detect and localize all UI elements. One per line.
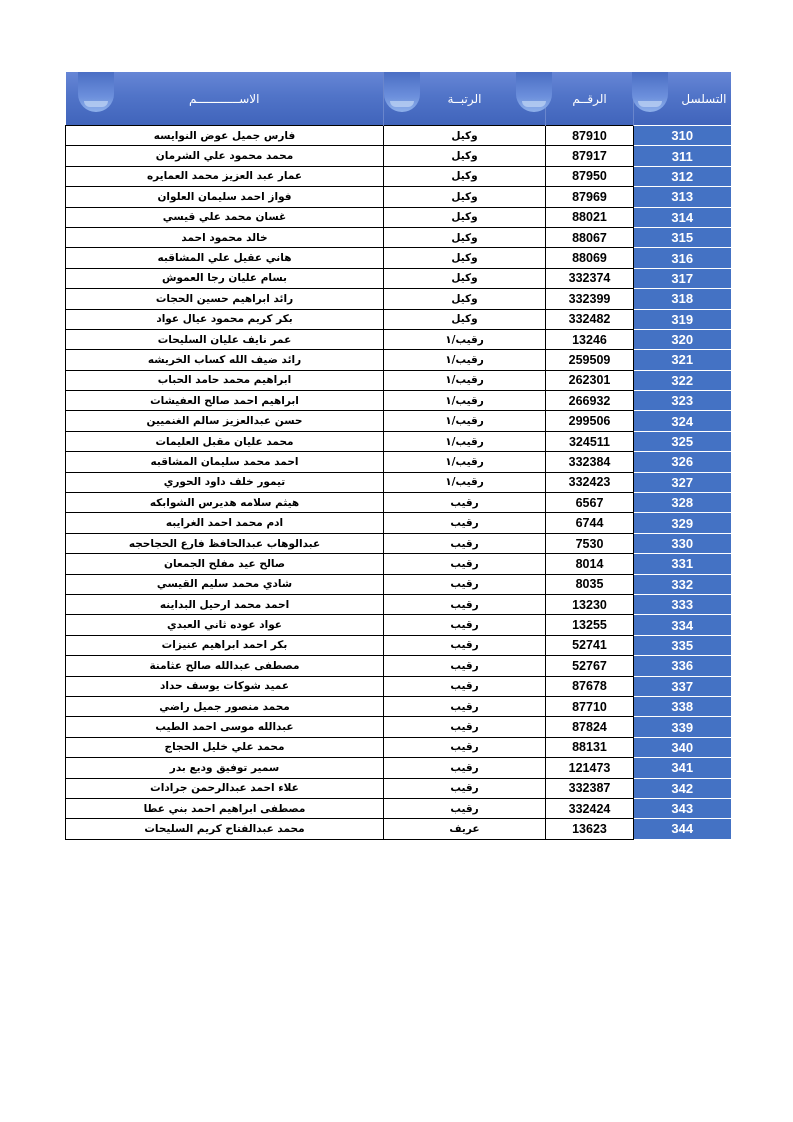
table-row	[66, 227, 731, 247]
serial-cell: 326	[634, 452, 731, 472]
service-number-cell: 332384	[546, 452, 634, 472]
serial-cell: 316	[634, 248, 731, 268]
rank-cell: وكيل	[384, 248, 546, 268]
serial-cell: 311	[634, 146, 731, 166]
rank-cell: وكيل	[384, 227, 546, 247]
table-row	[66, 289, 731, 309]
table-row	[66, 146, 731, 166]
person-name-cell: عمر نايف عليان السليحات	[66, 329, 384, 349]
table-row	[66, 554, 731, 574]
service-number-cell: 13255	[546, 615, 634, 635]
header-name-label: الاســــــــــــم	[189, 91, 260, 106]
table-row	[66, 656, 731, 676]
service-number-cell: 6744	[546, 513, 634, 533]
rank-cell: وكيل	[384, 166, 546, 186]
table-row	[66, 370, 731, 390]
serial-cell: 315	[634, 227, 731, 247]
table-row	[66, 819, 731, 839]
person-name-cell: محمد علي خليل الحجاج	[66, 737, 384, 757]
column-header-serial	[634, 72, 731, 126]
table-row	[66, 737, 731, 757]
header-rank-label: الرتبــة	[447, 91, 482, 106]
service-number-cell: 262301	[546, 370, 634, 390]
service-number-cell: 332374	[546, 268, 634, 288]
person-name-cell: عواد عوده ثاني العبدي	[66, 615, 384, 635]
serial-cell: 332	[634, 574, 731, 594]
service-number-cell: 87824	[546, 717, 634, 737]
service-number-cell: 13246	[546, 329, 634, 349]
person-name-cell: رائد ابراهيم حسين الحجات	[66, 289, 384, 309]
table-row	[66, 758, 731, 778]
person-name-cell: صالح عيد مفلح الجمعان	[66, 554, 384, 574]
table-row	[66, 207, 731, 227]
serial-cell: 312	[634, 166, 731, 186]
rank-cell: رقيب	[384, 798, 546, 818]
rank-cell: رقيب	[384, 758, 546, 778]
serial-cell: 334	[634, 615, 731, 635]
serial-cell: 318	[634, 289, 731, 309]
rank-cell: رقيب	[384, 615, 546, 635]
serial-cell: 343	[634, 798, 731, 818]
person-name-cell: محمد عليان مقبل العليمات	[66, 431, 384, 451]
service-number-cell: 299506	[546, 411, 634, 431]
person-name-cell: محمد عبدالفتاح كريم السليحات	[66, 819, 384, 839]
serial-cell: 335	[634, 635, 731, 655]
person-name-cell: ادم محمد احمد الغرايبه	[66, 513, 384, 533]
table-row	[66, 574, 731, 594]
table-row	[66, 696, 731, 716]
serial-cell: 337	[634, 676, 731, 696]
table-row	[66, 309, 731, 329]
table-row	[66, 350, 731, 370]
serial-cell: 339	[634, 717, 731, 737]
service-number-cell: 87917	[546, 146, 634, 166]
table-header-row	[66, 72, 731, 126]
service-number-cell: 87950	[546, 166, 634, 186]
service-number-cell: 88131	[546, 737, 634, 757]
rank-cell: رقيب/١	[384, 411, 546, 431]
serial-cell: 325	[634, 431, 731, 451]
service-number-cell: 87910	[546, 126, 634, 146]
serial-cell: 340	[634, 737, 731, 757]
table-row	[66, 391, 731, 411]
serial-cell: 321	[634, 350, 731, 370]
service-number-cell: 88067	[546, 227, 634, 247]
rank-cell: وكيل	[384, 309, 546, 329]
service-number-cell: 332399	[546, 289, 634, 309]
rank-cell: رقيب/١	[384, 350, 546, 370]
rank-cell: عريف	[384, 819, 546, 839]
rank-cell: رقيب/١	[384, 391, 546, 411]
column-header-name	[66, 72, 384, 126]
person-name-cell: علاء احمد عبدالرحمن جرادات	[66, 778, 384, 798]
serial-cell: 329	[634, 513, 731, 533]
rank-cell: رقيب	[384, 696, 546, 716]
service-number-cell: 88069	[546, 248, 634, 268]
service-number-cell: 259509	[546, 350, 634, 370]
person-name-cell: مصطفى عبدالله صالح عثامنة	[66, 656, 384, 676]
service-number-cell: 6567	[546, 493, 634, 513]
service-number-cell: 87678	[546, 676, 634, 696]
table-row	[66, 635, 731, 655]
rank-cell: وكيل	[384, 187, 546, 207]
person-name-cell: حسن عبدالعزيز سالم الغنميين	[66, 411, 384, 431]
person-name-cell: عميد شوكات يوسف حداد	[66, 676, 384, 696]
table-row	[66, 798, 731, 818]
serial-cell: 342	[634, 778, 731, 798]
person-name-cell: ابراهيم محمد حامد الحباب	[66, 370, 384, 390]
person-name-cell: ابراهيم احمد صالح العفيشات	[66, 391, 384, 411]
rank-cell: وكيل	[384, 289, 546, 309]
service-number-cell: 324511	[546, 431, 634, 451]
table-row	[66, 431, 731, 451]
serial-cell: 336	[634, 656, 731, 676]
rank-cell: وكيل	[384, 268, 546, 288]
rank-cell: رقيب	[384, 778, 546, 798]
table-row	[66, 411, 731, 431]
service-number-cell: 87710	[546, 696, 634, 716]
personnel-table	[65, 72, 731, 840]
table-row	[66, 126, 731, 146]
person-name-cell: احمد محمد ارحيل البداينه	[66, 594, 384, 614]
person-name-cell: عبدالوهاب عبدالحافظ فارع الحجاحجه	[66, 533, 384, 553]
rank-cell: رقيب	[384, 513, 546, 533]
person-name-cell: هاني عقيل علي المشاقبه	[66, 248, 384, 268]
rank-cell: وكيل	[384, 146, 546, 166]
serial-cell: 323	[634, 391, 731, 411]
header-number-label: الرقــم	[572, 91, 607, 106]
rank-cell: رقيب/١	[384, 370, 546, 390]
person-name-cell: تيمور خلف داود الحوري	[66, 472, 384, 492]
person-name-cell: عمار عبد العزيز محمد العمايره	[66, 166, 384, 186]
serial-cell: 338	[634, 696, 731, 716]
rank-cell: رقيب/١	[384, 472, 546, 492]
serial-cell: 324	[634, 411, 731, 431]
serial-cell: 317	[634, 268, 731, 288]
table-row	[66, 493, 731, 513]
serial-cell: 320	[634, 329, 731, 349]
service-number-cell: 266932	[546, 391, 634, 411]
serial-cell: 344	[634, 819, 731, 839]
serial-cell: 322	[634, 370, 731, 390]
header-serial-label: التسلسل	[681, 91, 727, 106]
table-row	[66, 166, 731, 186]
personnel-table-sheet	[65, 72, 730, 840]
rank-cell: رقيب	[384, 737, 546, 757]
serial-cell: 310	[634, 126, 731, 146]
rank-cell: رقيب/١	[384, 329, 546, 349]
person-name-cell: خالد محمود احمد	[66, 227, 384, 247]
service-number-cell: 52741	[546, 635, 634, 655]
rank-cell: رقيب	[384, 554, 546, 574]
table-row	[66, 778, 731, 798]
rank-cell: رقيب	[384, 574, 546, 594]
serial-cell: 331	[634, 554, 731, 574]
table-row	[66, 676, 731, 696]
service-number-cell: 8014	[546, 554, 634, 574]
person-name-cell: رائد ضيف الله كساب الخريشه	[66, 350, 384, 370]
serial-cell: 333	[634, 594, 731, 614]
serial-cell: 330	[634, 533, 731, 553]
table-row	[66, 452, 731, 472]
table-row	[66, 594, 731, 614]
table-row	[66, 187, 731, 207]
rank-cell: رقيب/١	[384, 431, 546, 451]
person-name-cell: محمد منصور جميل راضي	[66, 696, 384, 716]
table-body	[66, 126, 731, 840]
table-row	[66, 248, 731, 268]
service-number-cell: 87969	[546, 187, 634, 207]
serial-cell: 328	[634, 493, 731, 513]
service-number-cell: 121473	[546, 758, 634, 778]
table-row	[66, 268, 731, 288]
rank-cell: رقيب	[384, 676, 546, 696]
person-name-cell: بكر كريم محمود عيال عواد	[66, 309, 384, 329]
table-row	[66, 533, 731, 553]
person-name-cell: محمد محمود علي الشرمان	[66, 146, 384, 166]
table-row	[66, 513, 731, 533]
serial-cell: 313	[634, 187, 731, 207]
person-name-cell: عبدالله موسى احمد الطيب	[66, 717, 384, 737]
service-number-cell: 332387	[546, 778, 634, 798]
rank-cell: رقيب	[384, 594, 546, 614]
person-name-cell: فارس جميل عوض النوايسه	[66, 126, 384, 146]
person-name-cell: بكر احمد ابراهيم عنيزات	[66, 635, 384, 655]
person-name-cell: احمد محمد سليمان المشاقبه	[66, 452, 384, 472]
person-name-cell: غسان محمد علي قيسي	[66, 207, 384, 227]
rank-cell: رقيب/١	[384, 452, 546, 472]
person-name-cell: بسام عليان رجا العموش	[66, 268, 384, 288]
person-name-cell: فواز احمد سليمان العلوان	[66, 187, 384, 207]
rank-cell: رقيب	[384, 493, 546, 513]
service-number-cell: 7530	[546, 533, 634, 553]
rank-cell: رقيب	[384, 635, 546, 655]
service-number-cell: 8035	[546, 574, 634, 594]
rank-cell: وكيل	[384, 126, 546, 146]
service-number-cell: 88021	[546, 207, 634, 227]
rank-cell: رقيب	[384, 656, 546, 676]
table-row	[66, 717, 731, 737]
service-number-cell: 332423	[546, 472, 634, 492]
service-number-cell: 13230	[546, 594, 634, 614]
person-name-cell: مصطفى ابراهيم احمد بني عطا	[66, 798, 384, 818]
serial-cell: 341	[634, 758, 731, 778]
table-row	[66, 329, 731, 349]
service-number-cell: 332482	[546, 309, 634, 329]
serial-cell: 314	[634, 207, 731, 227]
service-number-cell: 332424	[546, 798, 634, 818]
column-header-number	[546, 72, 634, 126]
service-number-cell: 13623	[546, 819, 634, 839]
person-name-cell: سمير توفيق وديع بدر	[66, 758, 384, 778]
table-row	[66, 615, 731, 635]
table-row	[66, 472, 731, 492]
service-number-cell: 52767	[546, 656, 634, 676]
rank-cell: وكيل	[384, 207, 546, 227]
person-name-cell: شادي محمد سليم القيسي	[66, 574, 384, 594]
person-name-cell: هيثم سلامه هديرس الشوابكه	[66, 493, 384, 513]
serial-cell: 327	[634, 472, 731, 492]
rank-cell: رقيب	[384, 717, 546, 737]
serial-cell: 319	[634, 309, 731, 329]
rank-cell: رقيب	[384, 533, 546, 553]
